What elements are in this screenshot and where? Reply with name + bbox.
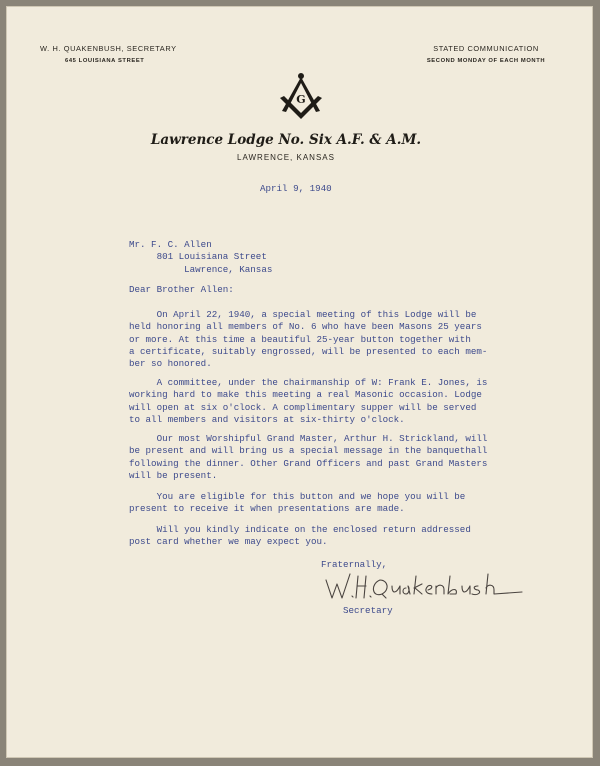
text-line: Our most Worshipful Grand Master, Arthur H. Strickland, will — [129, 433, 488, 444]
recipient-line: Mr. F. C. Allen — [129, 239, 212, 250]
text-line: On April 22, 1940, a special meeting of this Lodge will be — [129, 309, 477, 320]
text-line: post card whether we may expect you. — [129, 536, 328, 548]
paragraph-1 — [129, 309, 487, 370]
salutation: Dear Brother Allen: — [129, 284, 234, 295]
text-line: following the dinner. Other Grand Officers and past Grand Masters — [129, 457, 488, 469]
paragraph-4 — [129, 491, 465, 516]
text-line: You are eligible for this button and we hope you will be — [129, 491, 466, 502]
meeting-schedule: SECOND MONDAY OF EACH MONTH — [426, 58, 546, 64]
text-line: working hard to make this meeting a real Masonic occasion. Lodge — [129, 389, 482, 401]
text-line: held honoring all members of No. 6 who have been Masons 25 years — [129, 321, 482, 333]
text-line: be present and will bring us a special message in the banquethall — [129, 445, 488, 457]
paragraph-3 — [129, 433, 487, 482]
sender-address: 645 LOUISIANA STREET — [65, 58, 145, 64]
recipient-line: Lawrence, Kansas — [129, 263, 273, 275]
paragraph-2 — [129, 377, 487, 426]
lodge-name: Lawrence Lodge No. Six A.F. & A.M. — [150, 132, 422, 148]
text-line: a certificate, suitably engrossed, will be presented to each mem- — [129, 345, 488, 357]
letter-sheet — [6, 6, 593, 758]
square-and-compasses-icon — [277, 71, 325, 121]
text-line: ber so honored. — [129, 358, 212, 370]
text-line: will be present. — [129, 469, 218, 481]
lodge-city: LAWRENCE, KANSAS — [237, 153, 335, 162]
text-line: or more. At this time a beautiful 25-year button together with — [129, 333, 471, 345]
text-line: will open at six o'clock. A complimentary supper will be served — [129, 401, 477, 413]
recipient-line: 801 Louisiana Street — [129, 251, 267, 263]
handwritten-signature — [322, 566, 547, 606]
recipient-address — [129, 239, 272, 276]
letterhead-sender — [40, 43, 240, 67]
text-line: present to receive it when presentations are made. — [129, 503, 405, 515]
text-line: to all members and visitors at six-thirty o'clock. — [129, 413, 405, 425]
stated-communication: STATED COMMUNICATION — [433, 44, 539, 53]
letterhead-meeting-info — [406, 43, 566, 67]
letter-date: April 9, 1940 — [260, 183, 332, 194]
paragraph-5 — [129, 524, 471, 549]
sender-name: W. H. QUAKENBUSH, SECRETARY — [40, 44, 177, 53]
svg-text:G: G — [296, 93, 306, 106]
signer-title: Secretary — [343, 605, 393, 616]
text-line: Will you kindly indicate on the enclosed return addressed — [129, 524, 471, 535]
closing: Fraternally, — [321, 559, 388, 570]
text-line: A committee, under the chairmanship of W: Frank E. Jones, is — [129, 377, 488, 388]
